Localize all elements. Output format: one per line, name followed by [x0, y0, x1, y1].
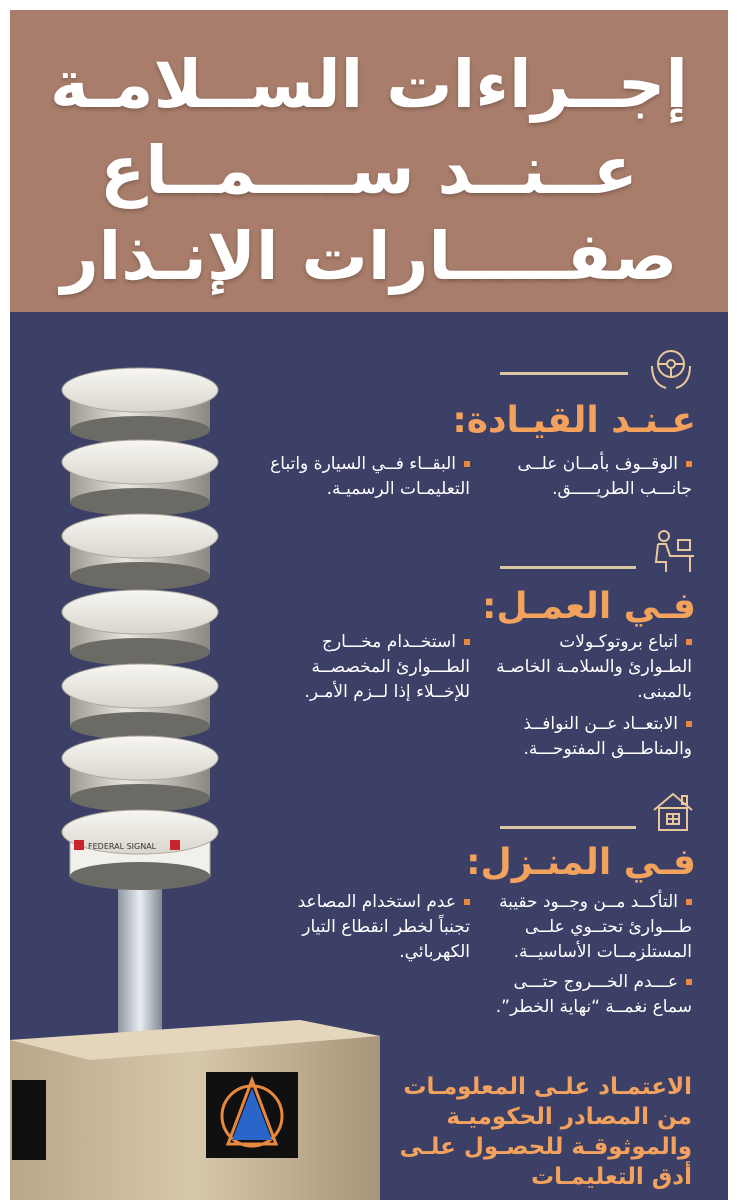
- driving-heading: عـنـد القيـادة:: [452, 400, 696, 441]
- home-bullet-left: عدم استخدام المصاعد تجنباً لخطر انقطاع التيار الكهربائي.: [297, 892, 470, 962]
- siren-horns: [62, 368, 218, 890]
- home-bullet-right-1: التأكــد مــن وجــود حقيبة طـــوارئ تحتــوي علــى المستلزمــات الأساسيــة.: [499, 892, 692, 962]
- bullet-marker: [686, 639, 692, 645]
- bullet-marker: [686, 721, 692, 727]
- work-divider: [500, 566, 636, 569]
- footer-note: الاعتمـاد علـى المعلومـات من المصادر الحكوميـة والموثوقـة للحصـول علـى أدق التعليمـات: [399, 1074, 692, 1190]
- work-bullet-left: استخــدام مخـــارج الطـــوارئ المخصصــة للإخــلاء إذا لــزم الأمـر.: [304, 632, 470, 702]
- work-bullet-right-2: الابتعــاد عــن النوافــذ والمناطـــق المفتوحـــة.: [523, 714, 692, 759]
- siren-brand-label: FEDERAL SIGNAL: [88, 842, 157, 851]
- bullet-marker: [464, 899, 470, 905]
- bullet-marker: [686, 899, 692, 905]
- bullet-marker: [464, 461, 470, 467]
- house-icon: [650, 790, 696, 834]
- work-bullet-right-1: اتباع بروتوكـولات الطـوارئ والسلامـة الخاصـة بالمبنى.: [496, 632, 692, 702]
- bullet-marker: [686, 979, 692, 985]
- title-line-1: إجــراءات الســلامـة: [50, 46, 688, 123]
- title-line-2: عــنــد ســــمــاع: [100, 132, 638, 209]
- driving-divider: [500, 372, 628, 375]
- bullet-marker: [686, 461, 692, 467]
- driving-bullet-right: الوقــوف بأمــان علــى جانـــب الطريـــــق.: [517, 454, 692, 499]
- title-line-3: صفـــــارات الإنـذار: [60, 218, 678, 295]
- work-heading: فـي العمـل:: [482, 586, 696, 627]
- desk-worker-icon: [648, 528, 696, 574]
- steering-wheel-icon: [648, 344, 694, 390]
- bullet-marker: [464, 639, 470, 645]
- title-banner: [10, 10, 728, 312]
- home-bullet-right-2: عـــدم الخـــروج حتـــى سماع نغمــة “نهاية الخطر”.: [495, 972, 692, 1017]
- home-divider: [500, 826, 636, 829]
- driving-bullet-left: البقــاء فــي السيارة واتباع التعليمـات الرسميـة.: [270, 454, 470, 499]
- home-heading: فـي المنـزل:: [466, 842, 696, 883]
